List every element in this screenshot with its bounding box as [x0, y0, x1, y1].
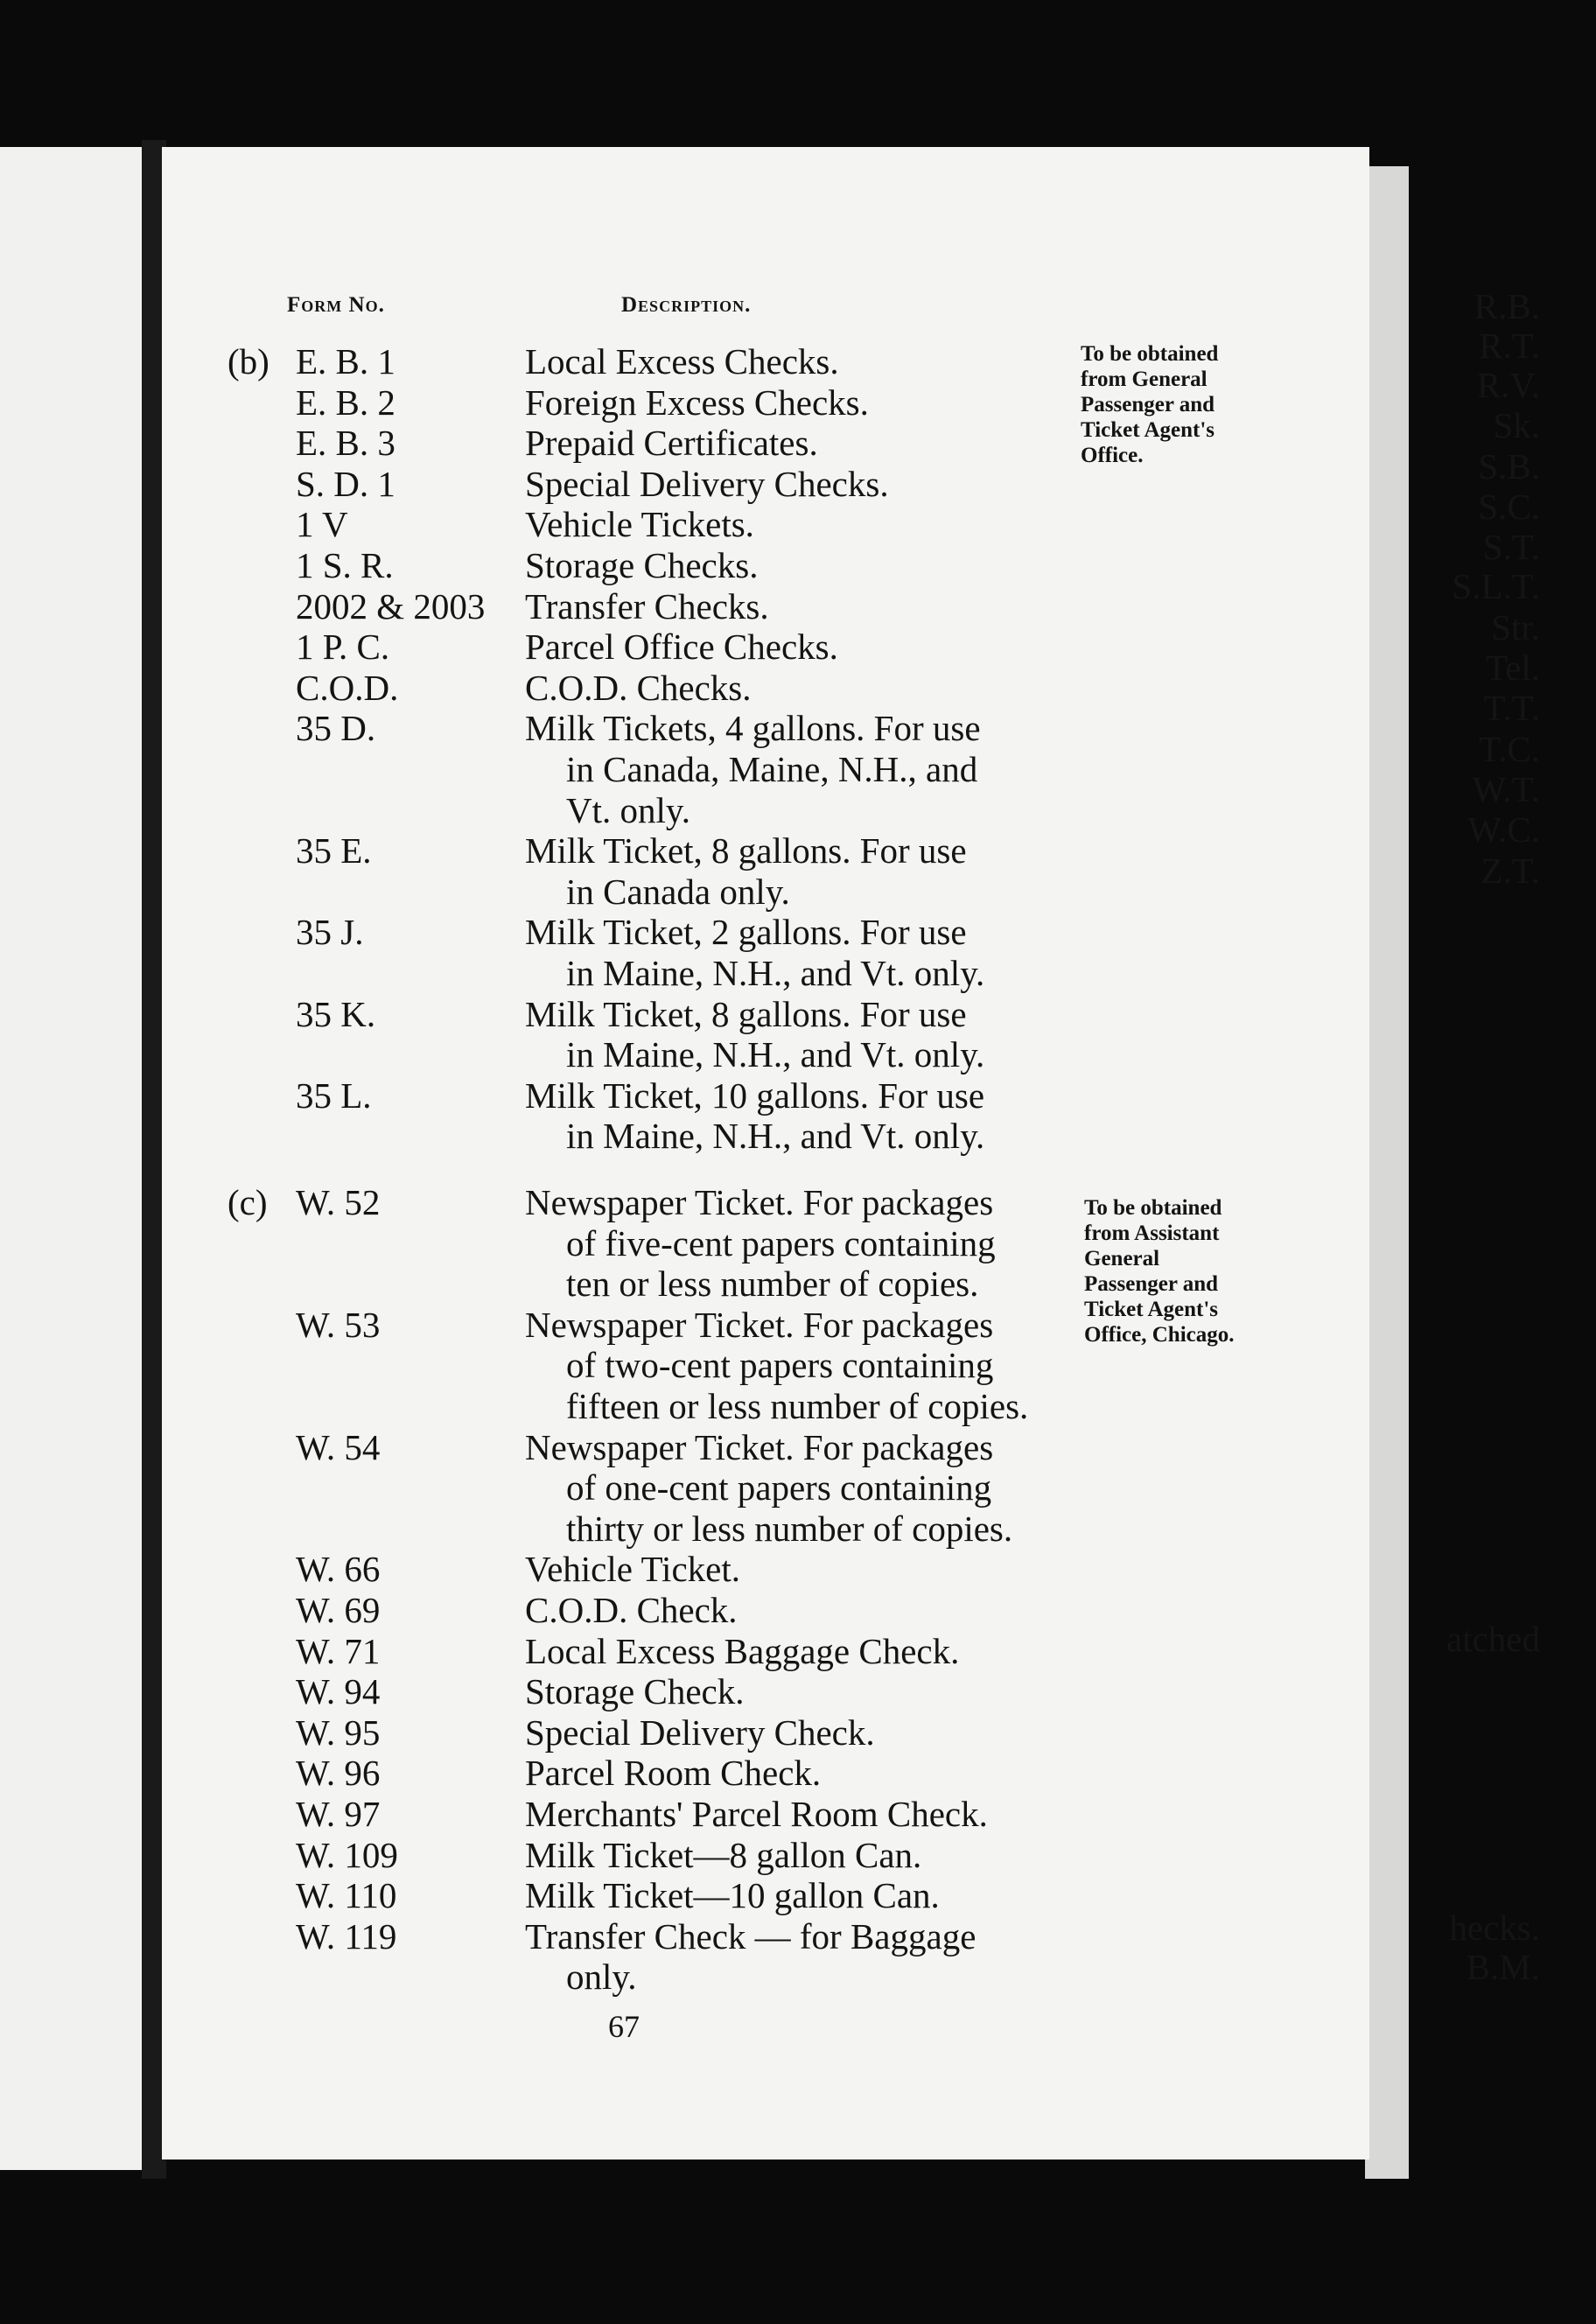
description-line: Special Delivery Checks.	[525, 463, 889, 504]
description-line: C.O.D. Check.	[525, 1590, 738, 1630]
form-number: W. 71	[296, 1630, 381, 1671]
side-note-line: General	[1084, 1247, 1160, 1270]
side-note-line: Ticket Agent's	[1081, 418, 1215, 442]
description-line: Milk Ticket, 2 gallons. For use	[525, 912, 967, 953]
left-abbreviation: S.T.	[1482, 527, 1540, 567]
side-note-line: To be obtained	[1081, 342, 1219, 366]
left-abbreviation: S.C.	[1478, 486, 1540, 527]
form-number: S. D. 1	[296, 463, 396, 504]
description-line: in Maine, N.H., and Vt. only.	[566, 953, 985, 993]
left-abbreviation: S.B.	[1478, 446, 1540, 486]
left-fragment: hecks.	[1449, 1908, 1540, 1948]
form-number: 35 L.	[296, 1074, 372, 1116]
description-line: in Maine, N.H., and Vt. only.	[566, 1116, 985, 1157]
left-abbreviation: R.V.	[1476, 365, 1540, 405]
description-line: Milk Ticket—8 gallon Can.	[525, 1834, 922, 1875]
side-note-line: from General	[1081, 368, 1208, 391]
description-line: Transfer Check — for Baggage	[525, 1915, 976, 1956]
description-line: Newspaper Ticket. For packages	[525, 1304, 994, 1345]
form-number: 2002 & 2003	[296, 585, 486, 626]
form-number: 1 V	[296, 504, 348, 545]
form-number: W. 96	[296, 1753, 381, 1794]
description-line: in Maine, N.H., and Vt. only.	[566, 1034, 985, 1075]
page-number: 67	[608, 2009, 640, 2044]
section-label-b: (b)	[228, 341, 270, 382]
description-line: in Canada only.	[566, 871, 790, 912]
left-abbreviation: Sk.	[1493, 405, 1540, 445]
left-abbreviation: R.B.	[1474, 286, 1540, 326]
form-number: W. 53	[296, 1304, 381, 1345]
left-fragment: atched	[1446, 1619, 1540, 1659]
description-line: Foreign Excess Checks.	[525, 382, 869, 423]
form-number: W. 69	[296, 1590, 381, 1630]
description-line: Newspaper Ticket. For packages	[525, 1426, 994, 1467]
left-abbreviation: Tel.	[1485, 648, 1540, 688]
form-number: W. 95	[296, 1712, 381, 1753]
description-line: Milk Ticket—10 gallon Can.	[525, 1875, 940, 1916]
left-abbreviation: T.C.	[1479, 729, 1540, 769]
left-abbreviation: W.C.	[1467, 809, 1540, 850]
description-line: Prepaid Certificates.	[525, 423, 818, 464]
left-abbreviation: W.T.	[1472, 769, 1540, 809]
description-line: Vehicle Tickets.	[525, 504, 754, 545]
description-line: Special Delivery Check.	[525, 1712, 875, 1753]
description-line: Merchants' Parcel Room Check.	[525, 1794, 988, 1834]
form-number: W. 97	[296, 1794, 381, 1834]
form-number: 35 E.	[296, 830, 372, 872]
form-number: 1 S. R.	[296, 545, 394, 585]
left-abbreviation: R.T.	[1479, 326, 1540, 366]
form-number: E. B. 2	[296, 382, 396, 423]
document-page	[162, 147, 1369, 2160]
description-line: Vehicle Ticket.	[525, 1549, 740, 1590]
description-line: Storage Checks.	[525, 545, 759, 585]
description-line: thirty or less number of copies.	[566, 1508, 1013, 1549]
description-line: Milk Ticket, 8 gallons. For use	[525, 830, 967, 872]
description-line: Milk Tickets, 4 gallons. For use	[525, 708, 981, 749]
description-line: Transfer Checks.	[525, 585, 769, 626]
section-b-note	[1081, 341, 1218, 468]
left-abbreviation: Str.	[1491, 607, 1540, 648]
column-header-description: Description.	[621, 293, 752, 317]
form-number: W. 52	[296, 1182, 381, 1222]
form-number: 35 J.	[296, 912, 364, 953]
form-number: W. 109	[296, 1834, 398, 1875]
form-number: W. 66	[296, 1549, 381, 1590]
form-number: C.O.D.	[296, 667, 399, 708]
description-line: Parcel Room Check.	[525, 1753, 822, 1794]
left-abbreviation: T.T.	[1483, 688, 1540, 728]
description-line: Newspaper Ticket. For packages	[525, 1182, 994, 1222]
description-line: Local Excess Baggage Check.	[525, 1630, 960, 1671]
side-note-line: Office, Chicago.	[1084, 1323, 1235, 1347]
form-number: W. 94	[296, 1671, 381, 1712]
side-note-line: Passenger and	[1081, 393, 1215, 416]
column-header-form-no: Form No.	[287, 293, 385, 317]
description-line: of two-cent papers containing	[566, 1345, 994, 1386]
side-note-line: To be obtained	[1084, 1196, 1222, 1220]
left-fragment: B.M.	[1466, 1947, 1540, 1987]
form-number: W. 54	[296, 1426, 381, 1467]
form-number: 35 K.	[296, 993, 376, 1034]
section-c-note	[1084, 1195, 1234, 1348]
description-line: Storage Check.	[525, 1671, 745, 1712]
side-note-line: from Assistant	[1084, 1222, 1220, 1245]
description-line: of one-cent papers containing	[566, 1467, 992, 1508]
description-line: in Canada, Maine, N.H., and	[566, 749, 978, 789]
form-number: E. B. 3	[296, 423, 396, 464]
left-abbreviation: Z.T.	[1480, 850, 1540, 891]
form-number: 1 P. C.	[296, 626, 390, 668]
description-line: only.	[566, 1956, 637, 1998]
description-line: Milk Ticket, 8 gallons. For use	[525, 993, 967, 1034]
form-number: W. 119	[296, 1915, 397, 1956]
form-number: E. B. 1	[296, 341, 396, 382]
description-line: fifteen or less number of copies.	[566, 1386, 1029, 1426]
page-edge	[1365, 166, 1409, 2179]
section-label-c: (c)	[228, 1182, 268, 1222]
left-abbreviation: S.L.T.	[1452, 566, 1540, 606]
side-note-line: Ticket Agent's	[1084, 1298, 1219, 1321]
side-note-line: Passenger and	[1084, 1272, 1219, 1296]
left-page	[0, 147, 147, 2170]
description-line: Local Excess Checks.	[525, 341, 839, 382]
description-line: of five-cent papers containing	[566, 1222, 996, 1264]
description-line: Vt. only.	[566, 789, 690, 830]
description-line: Parcel Office Checks.	[525, 626, 838, 668]
description-line: Milk Ticket, 10 gallons. For use	[525, 1074, 985, 1116]
form-number: W. 110	[296, 1875, 397, 1916]
form-number: 35 D.	[296, 708, 376, 749]
description-line: C.O.D. Checks.	[525, 667, 752, 708]
side-note-line: Office.	[1081, 444, 1144, 467]
description-line: ten or less number of copies.	[566, 1264, 979, 1305]
